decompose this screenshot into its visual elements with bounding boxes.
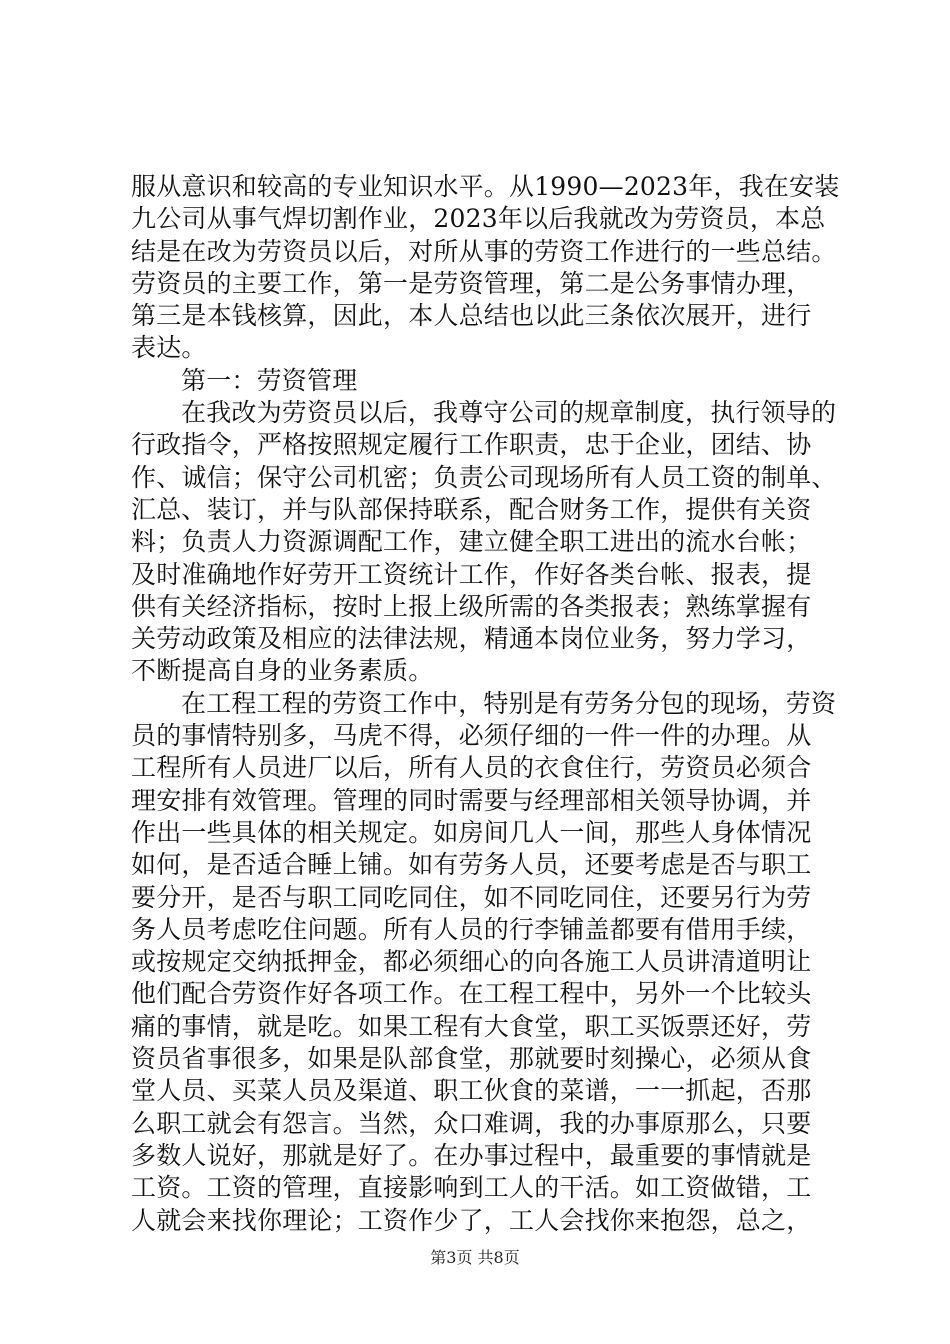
text-line: 作、诚信；保守公司机密；负责公司现场所有人员工资的制单、	[131, 462, 837, 492]
text-line: 作出一些具体的相关规定。如房间几人一间，那些人身体情况	[131, 817, 812, 847]
text-line: 第三是本钱核算，因此，本人总结也以此三条依次展开，进行	[131, 301, 812, 331]
text-line: 行政指令，严格按照规定履行工作职责，忠于企业，团结、协	[131, 430, 812, 460]
text-line: 堂人员、买菜人员及渠道、职工伙食的菜谱，一一抓起，否那	[131, 1076, 812, 1106]
text-line: 不断提高自身的业务素质。	[131, 656, 434, 686]
text-line: 关劳动政策及相应的法律法规，精通本岗位业务，努力学习，	[131, 624, 812, 654]
text-line: 多数人说好，那就是好了。在办事过程中，最重要的事情就是	[131, 1140, 812, 1170]
text-line: 工资。工资的管理，直接影响到工人的干活。如工资做错，工	[131, 1173, 812, 1203]
text-line: 或按规定交纳抵押金，都必须细心的向各施工人员讲清道明让	[131, 947, 812, 977]
text-line: 他们配合劳资作好各项工作。在工程工程中，另外一个比较头	[131, 979, 812, 1009]
text-line: 劳资员的主要工作，第一是劳资管理，第二是公务事情办理，	[131, 268, 812, 298]
text-line: 人就会来找你理论；工资作少了，工人会找你来抱怨，总之，	[131, 1205, 812, 1235]
text-line: 服从意识和较高的专业知识水平。从1990—2023年，我在安装	[131, 172, 840, 201]
text-line: 供有关经济指标，按时上报上级所需的各类报表；熟练掌握有	[131, 591, 812, 621]
text-line: 资员省事很多，如果是队部食堂，那就要时刻操心，必须从食	[131, 1044, 812, 1074]
text-line: 痛的事情，就是吃。如果工程有大食堂，职工买饭票还好，劳	[131, 1011, 812, 1041]
text-line: 在工程工程的劳资工作中，特别是有劳务分包的现场，劳资	[181, 688, 837, 718]
text-line: 九公司从事气焊切割作业，2023年以后我就改为劳资员，本总	[131, 204, 826, 234]
text-line: 工程所有人员进厂以后，所有人员的衣食住行，劳资员必须合	[131, 753, 812, 783]
text-line: 在我改为劳资员以后，我尊守公司的规章制度，执行领导的	[181, 398, 837, 428]
document-body	[131, 171, 840, 1237]
text-line: 结是在改为劳资员以后，对所从事的劳资工作进行的一些总结。	[131, 236, 837, 266]
text-line: 么职工就会有怨言。当然，众口难调，我的办事原那么，只要	[131, 1108, 812, 1138]
section-heading: 第一：劳资管理	[181, 365, 358, 395]
text-line: 表达。	[131, 333, 207, 363]
text-line: 如何，是否适合睡上铺。如有劳务人员，还要考虑是否与职工	[131, 850, 812, 880]
text-line: 员的事情特别多，马虎不得，必须仔细的一件一件的办理。从	[131, 721, 812, 751]
text-line: 及时准确地作好劳开工资统计工作，作好各类台帐、报表，提	[131, 559, 812, 589]
page-number-footer: 第3页 共8页	[430, 1248, 520, 1267]
text-line: 料；负责人力资源调配工作，建立健全职工进出的流水台帐；	[131, 527, 812, 557]
text-line: 要分开，是否与职工同吃同住，如不同吃同住，还要另行为劳	[131, 882, 812, 912]
text-line: 理安排有效管理。管理的同时需要与经理部相关领导协调，并	[131, 785, 812, 815]
text-line: 汇总、装订，并与队部保持联系，配合财务工作，提供有关资	[131, 494, 812, 524]
text-line: 务人员考虑吃住问题。所有人员的行李铺盖都要有借用手续，	[131, 914, 812, 944]
